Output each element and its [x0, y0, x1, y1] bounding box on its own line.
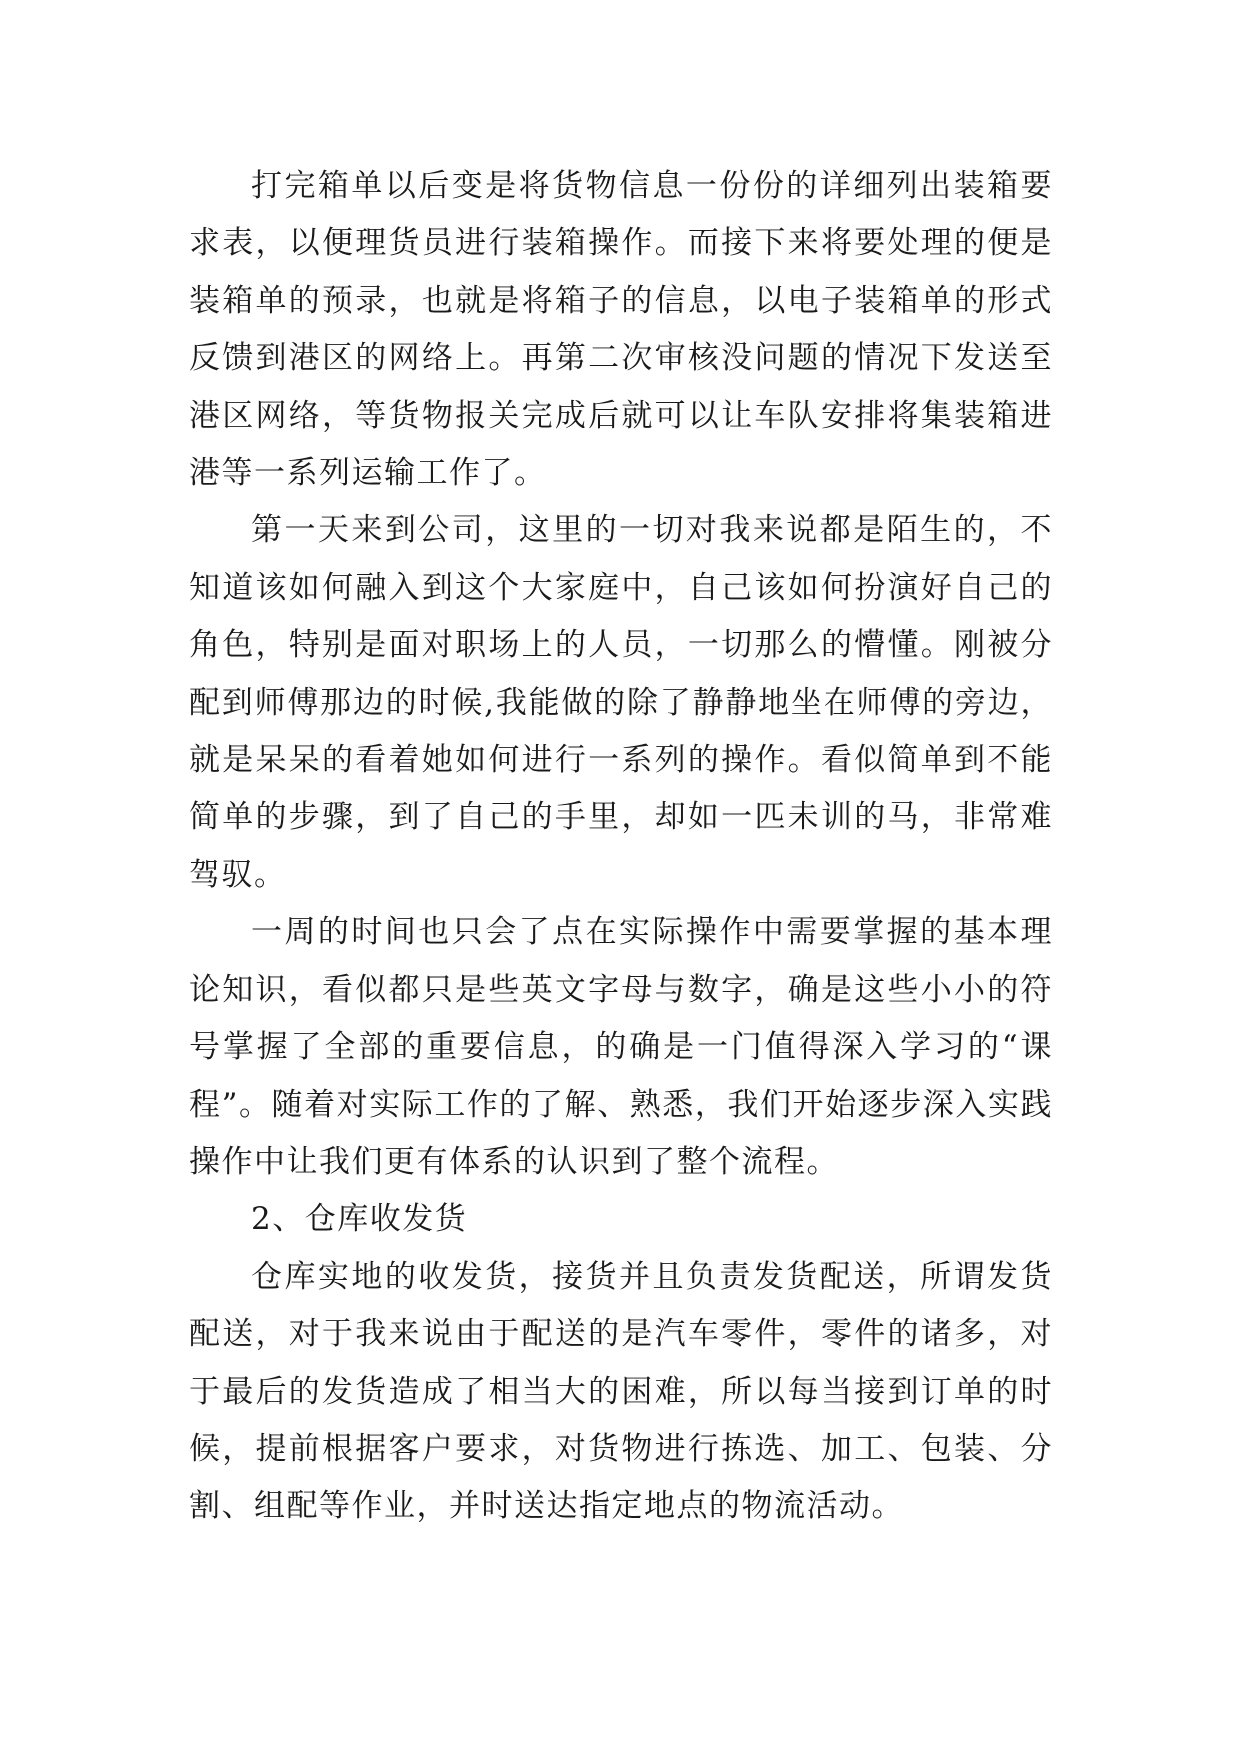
paragraph-first-day: 第一天来到公司，这里的一切对我来说都是陌生的，不知道该如何融入到这个大家庭中，自己该如何扮演好自己的角色，特别是面对职场上的人员，一切那么的懵懂。刚被分配到师傅那边的时候,我能做的除了静静地坐在师傅的旁边，就是呆呆的看着她如何进行一系列的操作。看似简单到不能简单的步骤，到了自己的手里，却如一匹未训的马，非常难驾驭。 — [189, 512, 1053, 893]
document-body — [189, 158, 1053, 1536]
paragraph-warehouse-delivery: 仓库实地的收发货，接货并且负责发货配送，所谓发货配送，对于我来说由于配送的是汽车零件，零件的诸多，对于最后的发货造成了相当大的困难，所以每当接到订单的时候，提前根据客户要求，对货物进行拣选、加工、包装、分割、组配等作业，并时送达指定地点的物流活动。 — [189, 1258, 1053, 1525]
paragraph-packing-list: 打完箱单以后变是将货物信息一份份的详细列出装箱要求表，以便理货员进行装箱操作。而接下来将要处理的便是装箱单的预录，也就是将箱子的信息，以电子装箱单的形式反馈到港区的网络上。再第二次审核没问题的情况下发送至港区网络，等货物报关完成后就可以让车队安排将集装箱进港等一系列运输工作了。 — [189, 168, 1053, 492]
section-heading-warehouse: 2、仓库收发货 — [251, 1201, 468, 1238]
paragraph-first-week: 一周的时间也只会了点在实际操作中需要掌握的基本理论知识，看似都只是些英文字母与数字，确是这些小小的符号掌握了全部的重要信息，的确是一门值得深入学习的“课程”。随着对实际工作的了解、熟悉，我们开始逐步深入实践操作中让我们更有体系的认识到了整个流程。 — [189, 914, 1053, 1180]
